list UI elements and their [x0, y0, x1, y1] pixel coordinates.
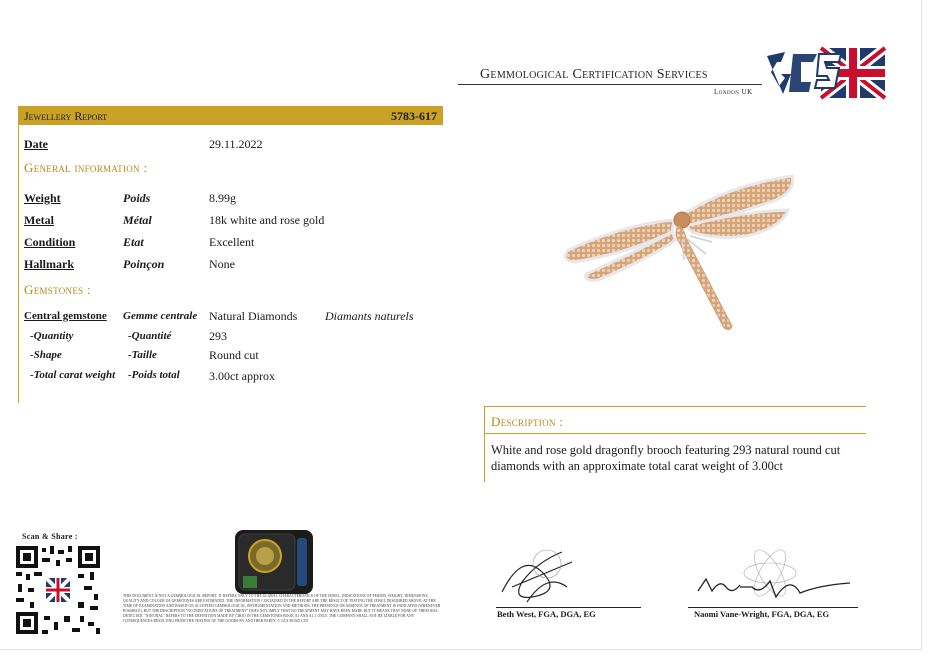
description-mid-rule [484, 433, 866, 434]
signatory-name-2: Naomi Vane-Wright, FGA, DGA, EG [694, 609, 830, 619]
scan-share-label: Scan & Share : [22, 532, 78, 541]
weight-value: 8.99g [209, 191, 236, 205]
weight-label-fr: Poids [123, 191, 151, 205]
description-top-rule [484, 406, 866, 407]
general-info-heading: General information : [24, 160, 148, 175]
date-label: Date [24, 137, 48, 151]
dragonfly-brooch-image [556, 168, 802, 338]
signature-line-1 [496, 607, 641, 608]
central-gemstone-value-fr: Diamants naturels [325, 309, 414, 323]
date-value: 29.11.2022 [209, 137, 263, 151]
company-location: London UK [714, 88, 753, 96]
description-text: White and rose gold dragonfly brooch featuring 293 natural round cut diamonds with an approximate total carat weight of 3.00ct [491, 443, 841, 473]
central-gemstone-value: Natural Diamonds [209, 309, 298, 323]
shape-value: Round cut [209, 348, 259, 362]
quantity-label-fr: -Quantité [128, 330, 172, 342]
gcs-logo-icon [763, 46, 887, 102]
left-border-rule [18, 125, 19, 403]
carat-weight-label-fr: -Poids total [128, 369, 180, 381]
disclaimer-fine-print: THIS DOCUMENT IS NOT A GEMMOLOGICAL REPORT; IT REFERS ONLY TO THE GLOBAL CHARACTERISTICS OF THE JEWEL. INDICATIONS OF PERIOD, WEIGHT, DIMENSIONS, QUALITY AND COLOUR OF GEMSTONES ARE ESTIMATED. THE INFORMATION CONTAINED IN THE REPORT ARE THE RESULT OF TESTING THE JEWEL DESCRIBED ABOVE, AT THE TIME OF EXAMINATION AND BASED ON ACCEPTED GEMMOLOGICAL INSTRUMENTATION AND METHODS. THE PRESENCE OR ABSENCE OF TREATMENT IS INDICATED (WHENEVER POSSIBLE), BUT THE DESCRIPTION "NO INDICATIONS OF TREATMENT" DOES NOT IMPLY THAT NO TREATMENT MAY HAVE BEEN MADE BUT IT MEANS THAT NONE OF THEM WAS DETECTED. "NATURAL" REFERS TO THE DEFINITION MADE BY CIBJO IN THE GEMSTONES BOOK A1 AND A1.1 ONLY. THE COMPANY SHALL NOT BE LIABLE FOR ANY CONSEQUENCES RESULTING FROM THE TESTING OF THE GOODS BY ANOTHER PARTY. © GCS ROAD LTD [123, 594, 441, 623]
secure-document-seal-icon [235, 530, 313, 594]
qr-code-icon[interactable] [14, 544, 102, 636]
metal-label: Metal [24, 213, 54, 227]
hallmark-value: None [209, 257, 235, 271]
company-title: Gemmological Certification Services [480, 67, 708, 82]
metal-label-fr: Métal [123, 213, 152, 227]
condition-label-fr: Etat [123, 235, 144, 249]
gemstones-heading: Gemstones : [24, 282, 91, 297]
signature-line-2 [688, 607, 858, 608]
hallmark-label-fr: Poinçon [123, 257, 165, 271]
quantity-label: -Quantity [30, 330, 74, 342]
condition-label: Condition [24, 235, 76, 249]
report-header-bar [18, 106, 443, 125]
carat-weight-value: 3.00ct approx [209, 369, 275, 383]
description-left-rule [484, 406, 485, 482]
signature-naomi-vane-wright [690, 545, 860, 610]
metal-value: 18k white and rose gold [209, 213, 325, 227]
condition-value: Excellent [209, 235, 255, 249]
shape-label-fr: -Taille [128, 349, 157, 361]
description-heading: Description : [491, 414, 564, 429]
shape-label: -Shape [30, 349, 62, 361]
title-rule [458, 84, 762, 85]
weight-label: Weight [24, 191, 61, 205]
report-number: 5783-617 [391, 109, 437, 123]
signatory-name-1: Beth West, FGA, DGA, EG [497, 609, 596, 619]
signature-beth-west [492, 542, 592, 612]
carat-weight-label: -Total carat weight [30, 369, 116, 381]
hallmark-label: Hallmark [24, 257, 74, 271]
quantity-value: 293 [209, 329, 227, 343]
central-gemstone-label: Central gemstone [24, 310, 107, 322]
report-label: Jewellery Report [24, 109, 108, 123]
central-gemstone-label-fr: Gemme centrale [123, 310, 198, 322]
